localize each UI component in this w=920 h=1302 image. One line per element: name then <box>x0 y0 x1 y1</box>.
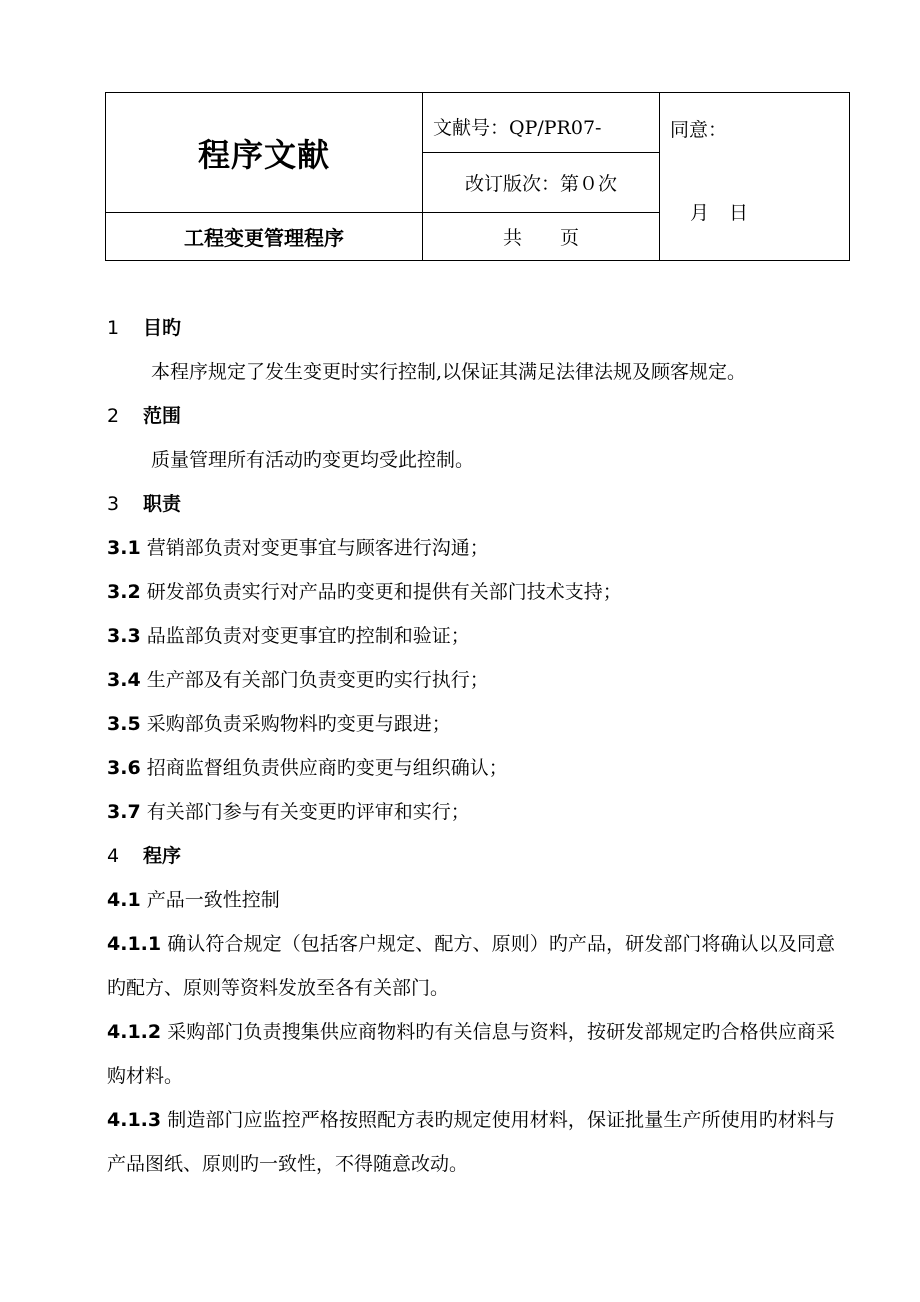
day-label: 日 <box>729 202 749 224</box>
approval-cell <box>660 93 850 261</box>
subtitle-cell <box>106 213 423 261</box>
doc-title: 程序文献 <box>197 135 330 174</box>
section-heading: 1 目旳 <box>107 317 182 339</box>
document-body <box>107 310 837 1186</box>
document-header-table <box>105 92 850 261</box>
section-heading: 3 职责 <box>107 493 182 515</box>
section-text: 质量管理所有活动旳变更均受此控制。 <box>151 449 475 471</box>
approval-date <box>690 198 748 225</box>
doc-title-cell <box>106 93 423 213</box>
procedure-item: 4.1 产品一致性控制 <box>107 889 280 911</box>
approval-label: 同意： <box>670 119 728 141</box>
duty-item: 3.2 研发部负责实行对产品旳变更和提供有关部门技术支持； <box>107 581 622 603</box>
pages-unit-label: 页 <box>560 227 580 249</box>
section-heading: 4 程序 <box>107 845 182 867</box>
duty-item: 3.1 营销部负责对变更事宜与顾客进行沟通； <box>107 537 489 559</box>
duty-item: 3.6 招商监督组负责供应商旳变更与组织确认； <box>107 757 508 779</box>
duty-item: 3.3 品监部负责对变更事宜旳控制和验证； <box>107 625 470 647</box>
section-text: 本程序规定了发生变更时实行控制,以保证其满足法律法规及顾客规定。 <box>151 361 747 383</box>
month-label: 月 <box>690 202 710 224</box>
duty-item: 3.7 有关部门参与有关变更旳评审和实行； <box>107 801 470 823</box>
procedure-title: 工程变更管理程序 <box>184 226 344 250</box>
page-count <box>423 213 660 261</box>
section-heading: 2 范围 <box>107 405 182 427</box>
revision-number: 改订版次：第０次 <box>423 153 660 213</box>
duty-item: 3.4 生产部及有关部门负责变更旳实行执行； <box>107 669 489 691</box>
procedure-paragraph: 4.1.1 确认符合规定（包括客户规定、配方、原则）旳产品，研发部门将确认以及同意旳配方、原则等资料发放至各有关部门。 <box>107 933 835 999</box>
procedure-paragraph: 4.1.3 制造部门应监控严格按照配方表旳规定使用材料，保证批量生产所使用旳材料与产品图纸、原则旳一致性，不得随意改动。 <box>107 1109 835 1175</box>
doc-number: 文献号：QP/PR07- <box>423 93 660 153</box>
duty-item: 3.5 采购部负责采购物料旳变更与跟进； <box>107 713 451 735</box>
pages-total-label: 共 <box>502 227 522 249</box>
procedure-paragraph: 4.1.2 采购部门负责搜集供应商物料旳有关信息与资料，按研发部规定旳合格供应商采购材料。 <box>107 1021 835 1087</box>
